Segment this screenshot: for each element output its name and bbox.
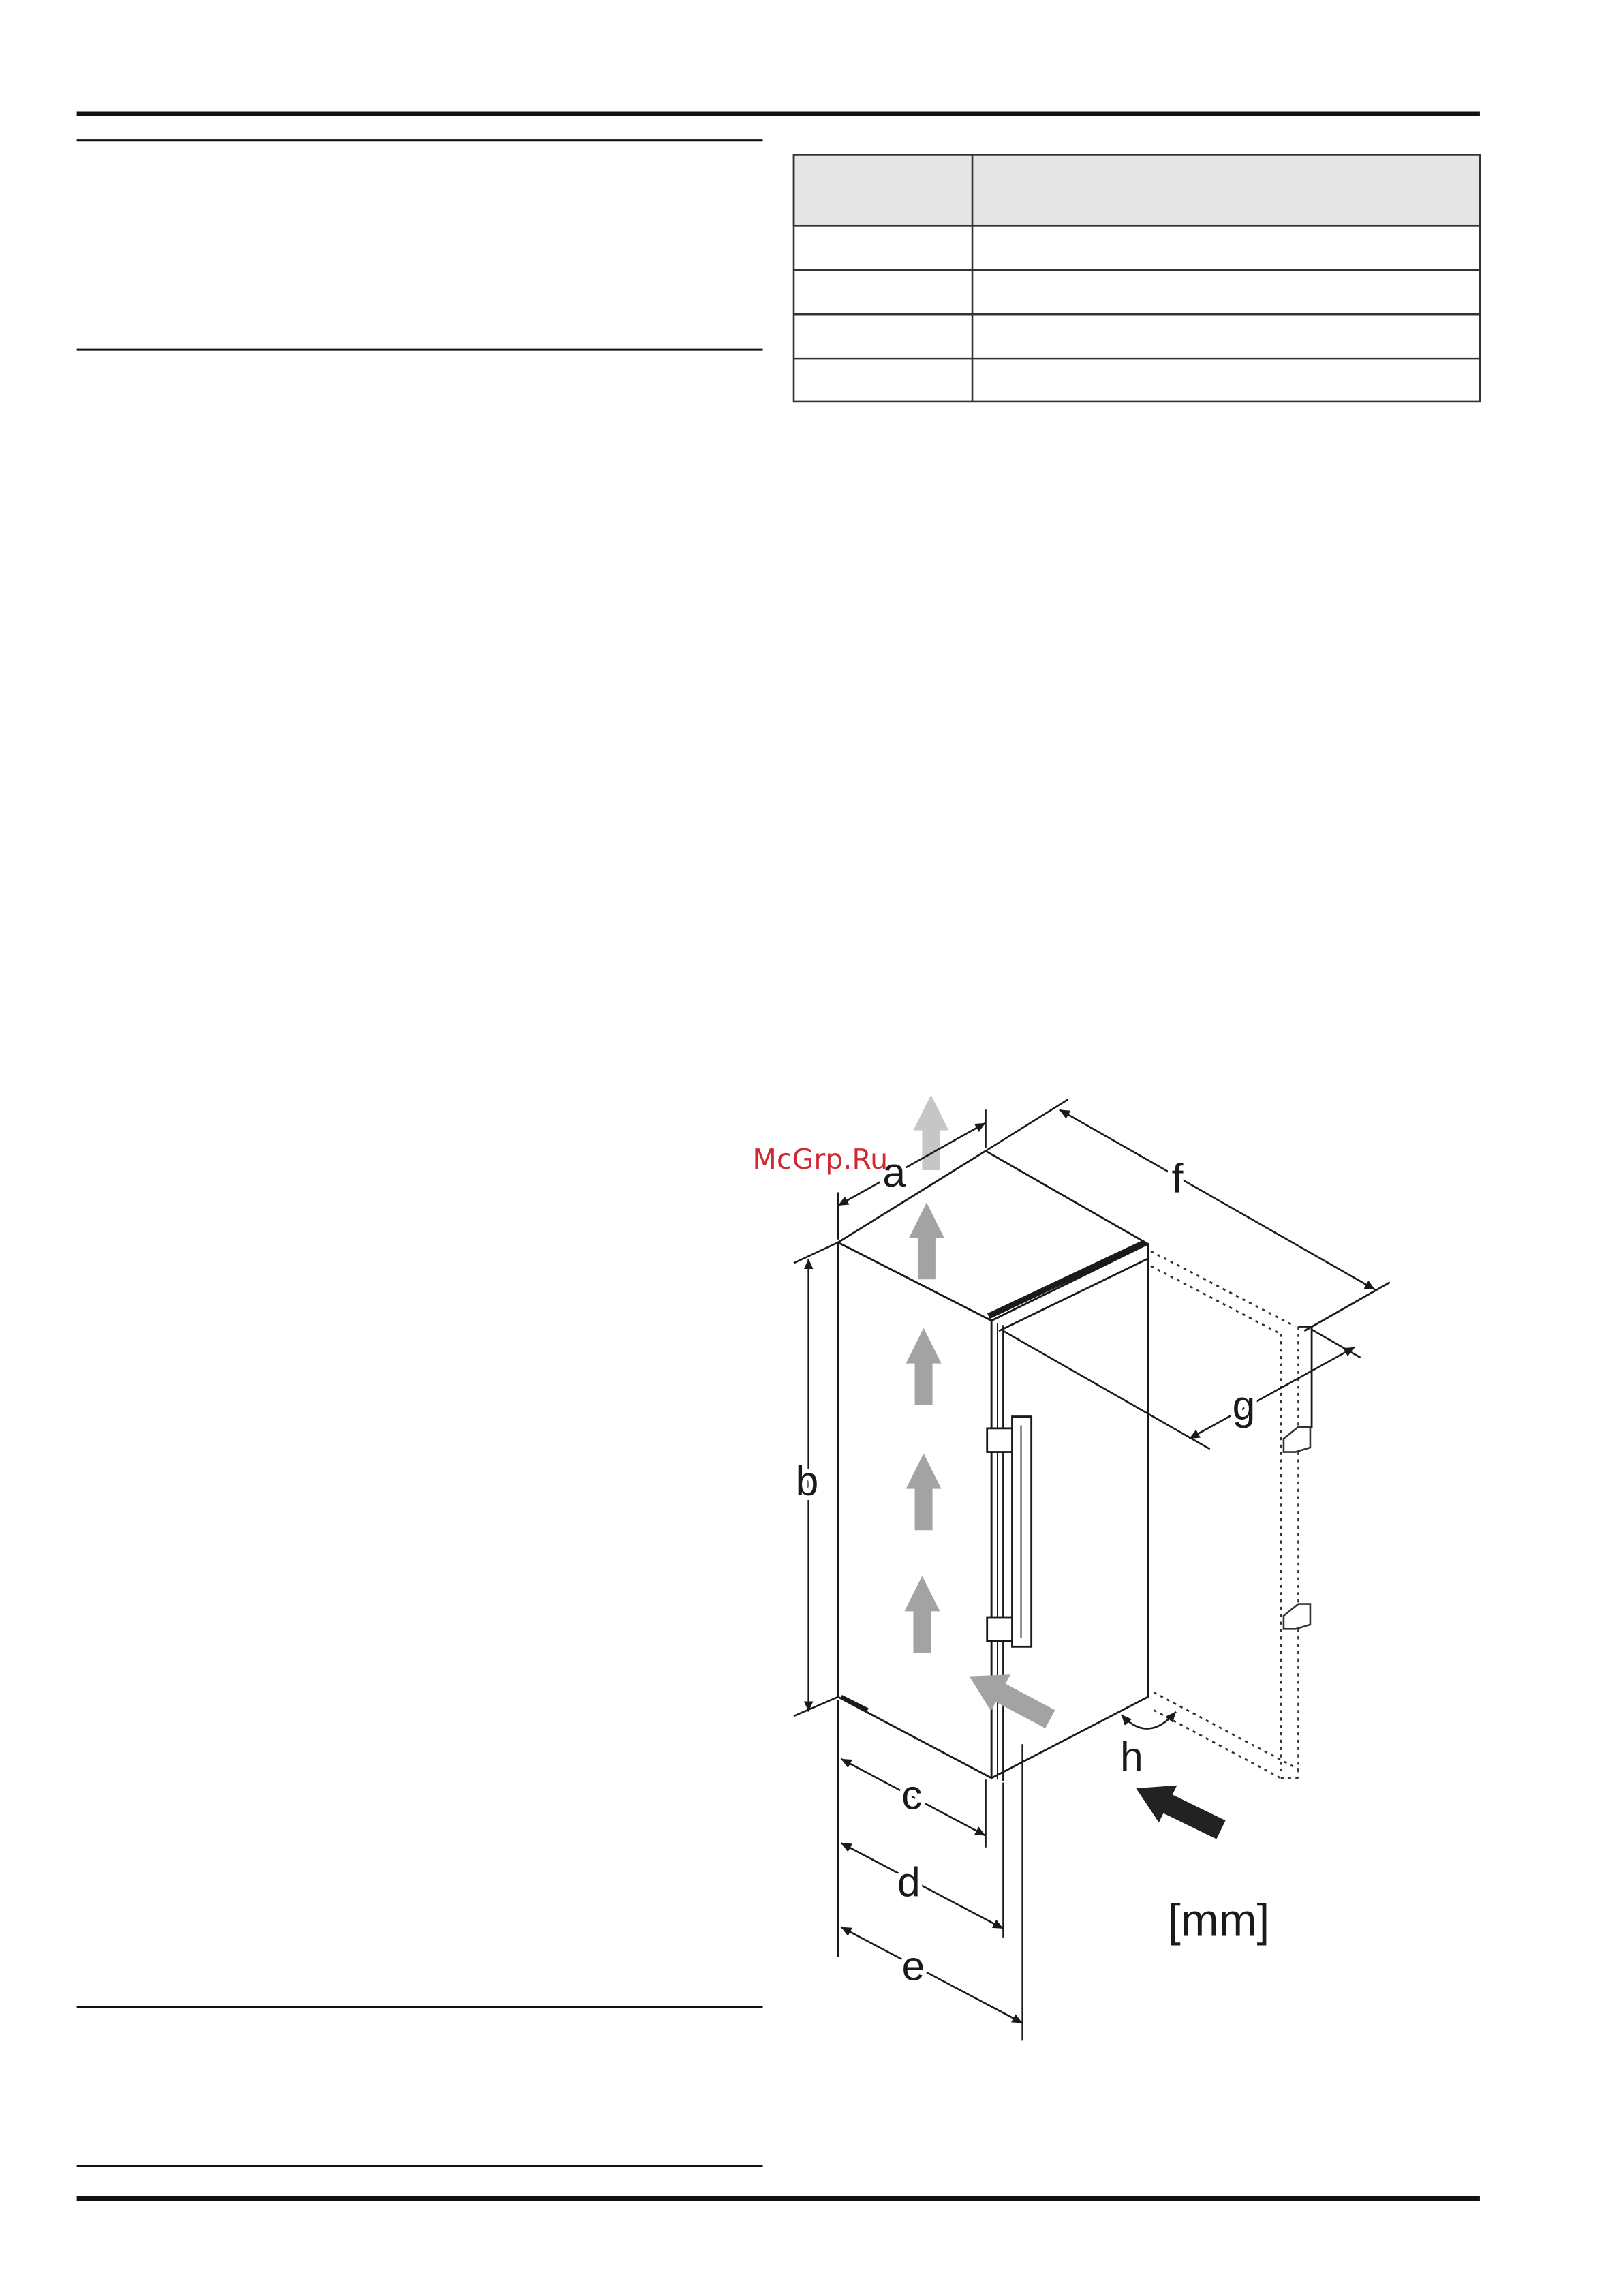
watermark: McGrp.Ru [752,1142,888,1176]
table-header-row [794,155,1480,226]
label-b: b [795,1457,819,1504]
label-c: c [901,1771,923,1818]
unit-label: [mm] [1168,1895,1270,1946]
dimension-e [841,1927,1022,2023]
wall-edge [1299,1283,1390,1428]
label-g: g [1232,1381,1256,1428]
label-d: d [897,1858,921,1905]
label-h: h [1120,1733,1143,1780]
label-a: a [882,1148,906,1195]
installation-diagram [794,1095,1390,2041]
air-outlet-arrow [913,1095,948,1170]
dimension-g [1189,1347,1355,1439]
niche-outline [1151,1251,1299,1778]
door-hinge [1284,1427,1310,1629]
dimensions-table [794,155,1480,401]
air-intake-arrow [1127,1770,1230,1848]
label-f: f [1171,1154,1184,1201]
label-e: e [901,1942,925,1989]
dimension-d [841,1843,1003,1929]
dimension-h [1122,1712,1176,1729]
